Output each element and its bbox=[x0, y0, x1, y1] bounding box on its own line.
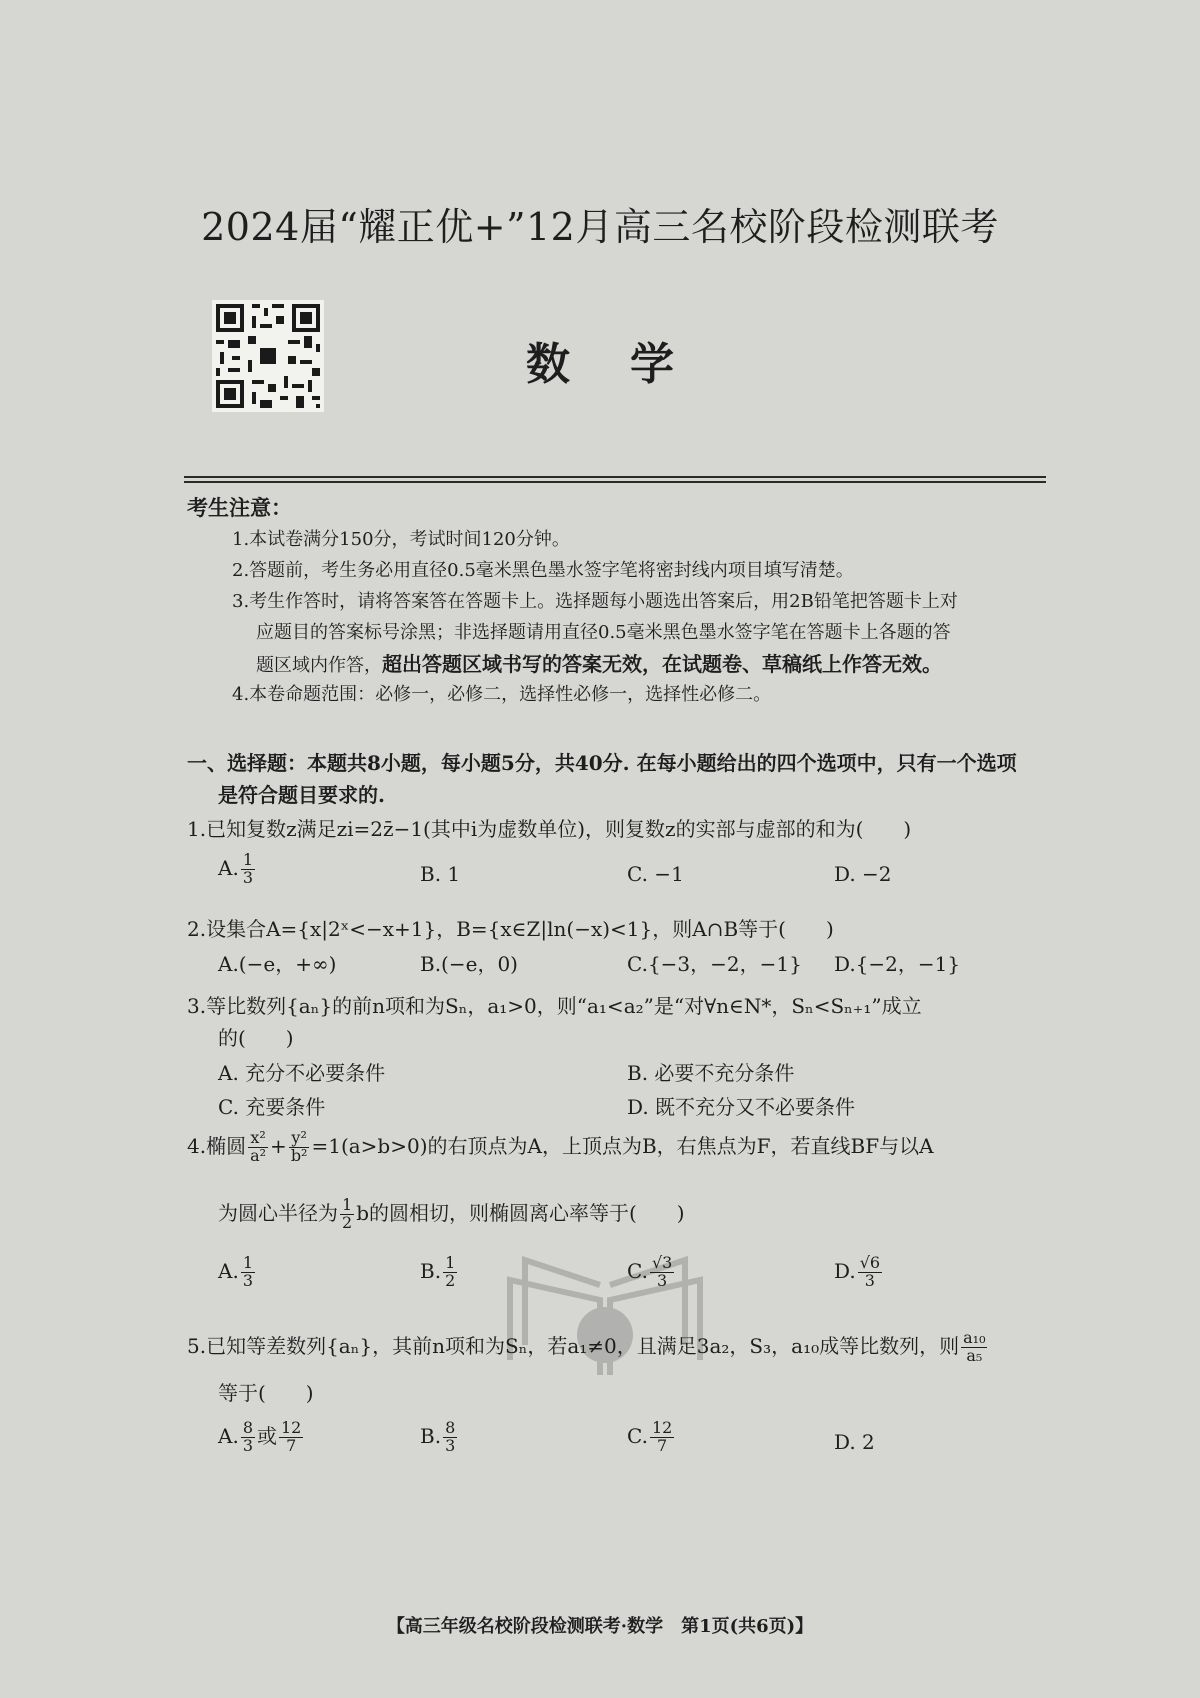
q3-option-d: D. 既不充分又不必要条件 bbox=[627, 1095, 856, 1119]
numerator: 1 bbox=[242, 850, 253, 869]
numerator: √3 bbox=[651, 1253, 673, 1272]
denominator: 3 bbox=[242, 1270, 253, 1290]
q5-option-d: D. 2 bbox=[834, 1430, 875, 1454]
numerator: 12 bbox=[281, 1418, 302, 1438]
fraction bbox=[241, 1255, 255, 1290]
notice-item-3-cont: 应题目的答案标号涂黑；非选择题请用直径0.5毫米黑色墨水签字笔在答题卡上各题的答 bbox=[256, 622, 951, 643]
denominator: 3 bbox=[242, 1436, 253, 1455]
denominator: a² bbox=[250, 1146, 267, 1165]
q1-option-d: D. −2 bbox=[834, 862, 892, 886]
q2-option-b: B.(−e，0) bbox=[420, 952, 518, 976]
option-label: D. bbox=[834, 1258, 856, 1283]
fraction bbox=[443, 1255, 457, 1290]
numerator: y² bbox=[289, 1130, 310, 1148]
denominator: 3 bbox=[864, 1270, 875, 1290]
subject-title: 数学 bbox=[526, 339, 734, 390]
q2-option-a: A.(−e，+∞) bbox=[218, 952, 337, 976]
section-heading-cont: 是符合题目要求的. bbox=[218, 783, 385, 807]
fraction bbox=[443, 1420, 457, 1455]
plus-sign: + bbox=[270, 1134, 287, 1158]
option-label: C. bbox=[627, 1258, 648, 1283]
notice-item-3-tail: 题区域内作答， bbox=[256, 655, 382, 676]
q1-option-b: B. 1 bbox=[420, 862, 461, 886]
q1-option-a bbox=[218, 852, 257, 887]
section-heading: 一、选择题：本题共8小题，每小题5分，共40分. 在每小题给出的四个选项中，只有一个选项 bbox=[187, 751, 1017, 775]
question-5 bbox=[187, 1330, 989, 1365]
q2-option-d: D.{−2，−1} bbox=[834, 952, 961, 976]
fraction bbox=[858, 1255, 882, 1290]
notice-item-2: 2.答题前，考生务必用直径0.5毫米黑色墨水签字笔将密封线内项目填写清楚。 bbox=[232, 560, 854, 581]
question-3-cont: 的( ) bbox=[218, 1026, 294, 1050]
fraction bbox=[241, 852, 255, 887]
numerator: 1 bbox=[242, 1253, 253, 1272]
q5-option-b bbox=[420, 1420, 459, 1455]
notice-item-3: 3.考生作答时，请将答案答在答题卡上。选择题每小题选出答案后，用2B铅笔把答题卡上对 bbox=[232, 591, 958, 612]
fraction bbox=[340, 1197, 354, 1232]
q3-option-b: B. 必要不充分条件 bbox=[627, 1061, 795, 1085]
q3-option-c: C. 充要条件 bbox=[218, 1095, 326, 1119]
q4-text: b的圆相切，则椭圆离心率等于( ) bbox=[356, 1201, 685, 1225]
numerator: 1 bbox=[342, 1195, 353, 1215]
denominator: 2 bbox=[445, 1270, 456, 1290]
denominator: 3 bbox=[445, 1435, 456, 1455]
numerator: 1 bbox=[445, 1253, 456, 1272]
question-4 bbox=[187, 1130, 934, 1165]
question-1: 1.已知复数z满足zi=2z̄−1(其中i为虚数单位)，则复数z的实部与虚部的和为( ) bbox=[187, 817, 912, 841]
question-5-cont: 等于( ) bbox=[218, 1381, 314, 1405]
numerator: x² bbox=[248, 1130, 268, 1148]
or-word: 或 bbox=[257, 1424, 277, 1448]
q4-text: =1(a>b>0)的右顶点为A，上顶点为B，右焦点为F，若直线BF与以A bbox=[311, 1134, 934, 1158]
q5-option-c bbox=[627, 1420, 676, 1455]
divider-bottom bbox=[184, 481, 1046, 483]
numerator: 12 bbox=[651, 1418, 673, 1437]
q4-option-a bbox=[218, 1255, 257, 1290]
exam-title: 2024届“耀正优+”12月高三名校阶段检测联考 bbox=[201, 205, 999, 249]
divider-top bbox=[184, 476, 1046, 478]
fraction bbox=[248, 1130, 268, 1165]
q4-text: 4.椭圆 bbox=[187, 1134, 247, 1158]
option-label: A. bbox=[218, 855, 239, 880]
q4-option-c bbox=[627, 1255, 676, 1290]
fraction bbox=[650, 1255, 674, 1290]
fraction bbox=[650, 1420, 674, 1455]
option-label: B. bbox=[420, 1258, 442, 1283]
question-4-cont bbox=[218, 1197, 685, 1232]
q2-option-c: C.{−3，−2，−1} bbox=[627, 952, 802, 976]
q1-option-c: C. −1 bbox=[627, 862, 684, 886]
notice-heading: 考生注意： bbox=[187, 495, 292, 520]
q5-option-a bbox=[218, 1420, 305, 1455]
fraction bbox=[279, 1420, 303, 1455]
page-footer: 【高三年级名校阶段检测联考·数学 第1页(共6页)】 bbox=[386, 1616, 814, 1637]
fraction bbox=[289, 1130, 310, 1165]
option-label: A. bbox=[218, 1258, 239, 1283]
numerator: 8 bbox=[242, 1418, 253, 1438]
q3-option-a: A. 充分不必要条件 bbox=[218, 1061, 386, 1085]
q4-option-d bbox=[834, 1255, 884, 1290]
q4-option-b bbox=[420, 1255, 459, 1290]
option-label: B. bbox=[420, 1423, 442, 1448]
notice-item-1: 1.本试卷满分150分，考试时间120分钟。 bbox=[232, 529, 570, 550]
option-label: C. bbox=[627, 1423, 648, 1448]
denominator: 3 bbox=[242, 867, 253, 887]
numerator: √6 bbox=[859, 1253, 881, 1272]
question-2: 2.设集合A={x|2ˣ<−x+1}，B={x∈Z|ln(−x)<1}，则A∩B等于( ) bbox=[187, 917, 834, 941]
fraction bbox=[961, 1330, 987, 1365]
notice-item-4: 4.本卷命题范围：必修一，必修二，选择性必修一，选择性必修二。 bbox=[232, 684, 772, 705]
notice-item-3-end bbox=[256, 648, 942, 677]
fraction bbox=[241, 1420, 255, 1455]
numerator: 8 bbox=[445, 1418, 456, 1437]
denominator: a₅ bbox=[966, 1346, 983, 1365]
denominator: 3 bbox=[657, 1270, 668, 1290]
denominator: b² bbox=[290, 1146, 308, 1165]
q5-text: 5.已知等差数列{aₙ}，其前n项和为Sₙ，若a₁≠0，且满足3a₂，S₃，a₁₀成等比数列，则 bbox=[187, 1334, 960, 1358]
denominator: 7 bbox=[286, 1436, 297, 1455]
question-3: 3.等比数列{aₙ}的前n项和为Sₙ，a₁>0，则“a₁<a₂”是“对∀n∈N*，Sₙ<Sₙ₊₁”成立 bbox=[187, 994, 922, 1018]
denominator: 7 bbox=[657, 1435, 668, 1455]
option-label: A. bbox=[218, 1424, 239, 1448]
numerator: a₁₀ bbox=[963, 1328, 986, 1348]
notice-emphasis: 超出答题区域书写的答案无效，在试题卷、草稿纸上作答无效。 bbox=[382, 652, 942, 676]
q4-text: 为圆心半径为 bbox=[218, 1201, 338, 1225]
denominator: 2 bbox=[342, 1213, 353, 1232]
